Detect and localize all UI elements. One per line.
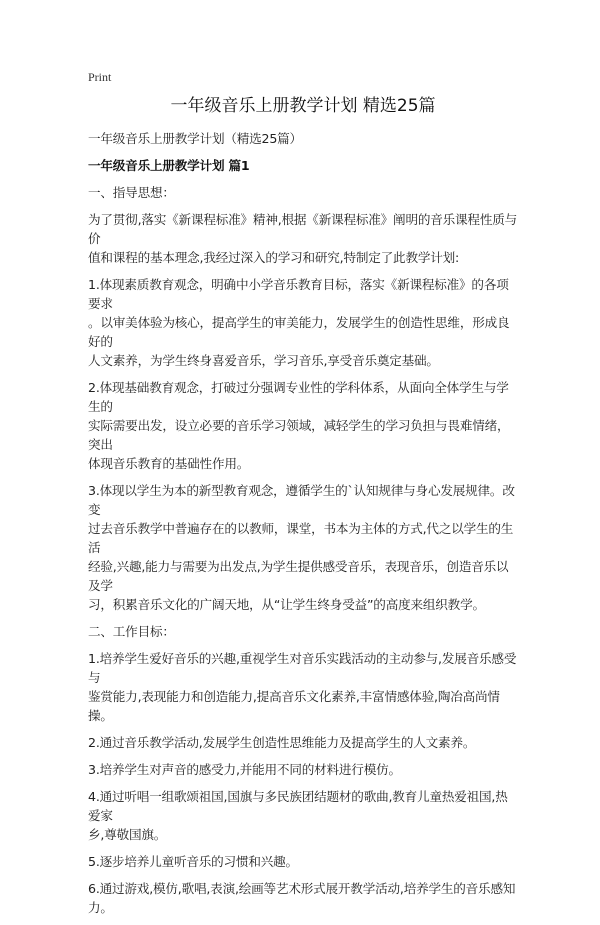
paragraph: 3.培养学生对声音的感受力,并能用不同的材料进行模仿。 [88, 762, 401, 777]
paragraph: 为了贯彻,落实《新课程标准》精神,根据《新课程标准》阐明的音乐课程性质与价 值和课程的基本理念,我经过深入的学习和研究,特制定了此教学计划: [88, 212, 517, 265]
heading-guiding-thought: 一、指导思想： [88, 185, 175, 200]
document-page [88, 70, 518, 925]
paragraph: 1.体现素质教育观念，明确中小学音乐教育目标，落实《新课程标准》的各项要求 。以审美体验为核心，提高学生的审美能力，发展学生的创造性思维，形成良好的 人文素养，为学生终身喜爱音乐，学习音乐,享受音乐奠定基础。 [88, 277, 510, 368]
paragraph: 2.通过音乐教学活动,发展学生创造性思维能力及提高学生的人文素养。 [88, 735, 476, 750]
paragraph: 6.通过游戏,模仿,歌唱,表演,绘画等艺术形式展开教学活动,培养学生的音乐感知力。 [88, 881, 516, 915]
print-label: Print [88, 70, 112, 84]
document-subtitle: 一年级音乐上册教学计划（精选25篇） [88, 131, 302, 146]
document-title: 一年级音乐上册教学计划 精选25篇 [170, 96, 436, 116]
paragraph: 4.通过听唱一组歌颂祖国,国旗与多民族团结题材的歌曲,教育儿童热爱祖国,热爱家 乡,尊敬国旗。 [88, 789, 508, 842]
section-heading: 一年级音乐上册教学计划 篇1 [88, 158, 250, 173]
heading-work-goals: 二、工作目标： [88, 624, 175, 639]
paragraph: 1.培养学生爱好音乐的兴趣,重视学生对音乐实践活动的主动参与,发展音乐感受与 鉴赏能力,表现能力和创造能力,提高音乐文化素养,丰富情感体验,陶冶高尚情操。 [88, 651, 517, 723]
paragraph: 3.体现以学生为本的新型教育观念，遵循学生的`认知规律与身心发展规律。改变 过去音乐教学中普遍存在的以教师，课堂，书本为主体的方式,代之以学生的生活 经验,兴趣,能力与需要为出发点,为学生提供感受音乐，表现音乐，创造音乐以及学 习，积累音乐文化的广阔天地，从“让学生终身受益”的高度来组织教学。 [88, 483, 515, 612]
paragraph: 5.逐步培养儿童听音乐的习惯和兴趣。 [88, 854, 298, 869]
paragraph: 2.体现基础教育观念，打破过分强调专业性的学科体系，从面向全体学生与学生的 实际需要出发，设立必要的音乐学习领域，减轻学生的学习负担与畏难情绪，突出 体现音乐教育的基础性作用。 [88, 380, 510, 471]
